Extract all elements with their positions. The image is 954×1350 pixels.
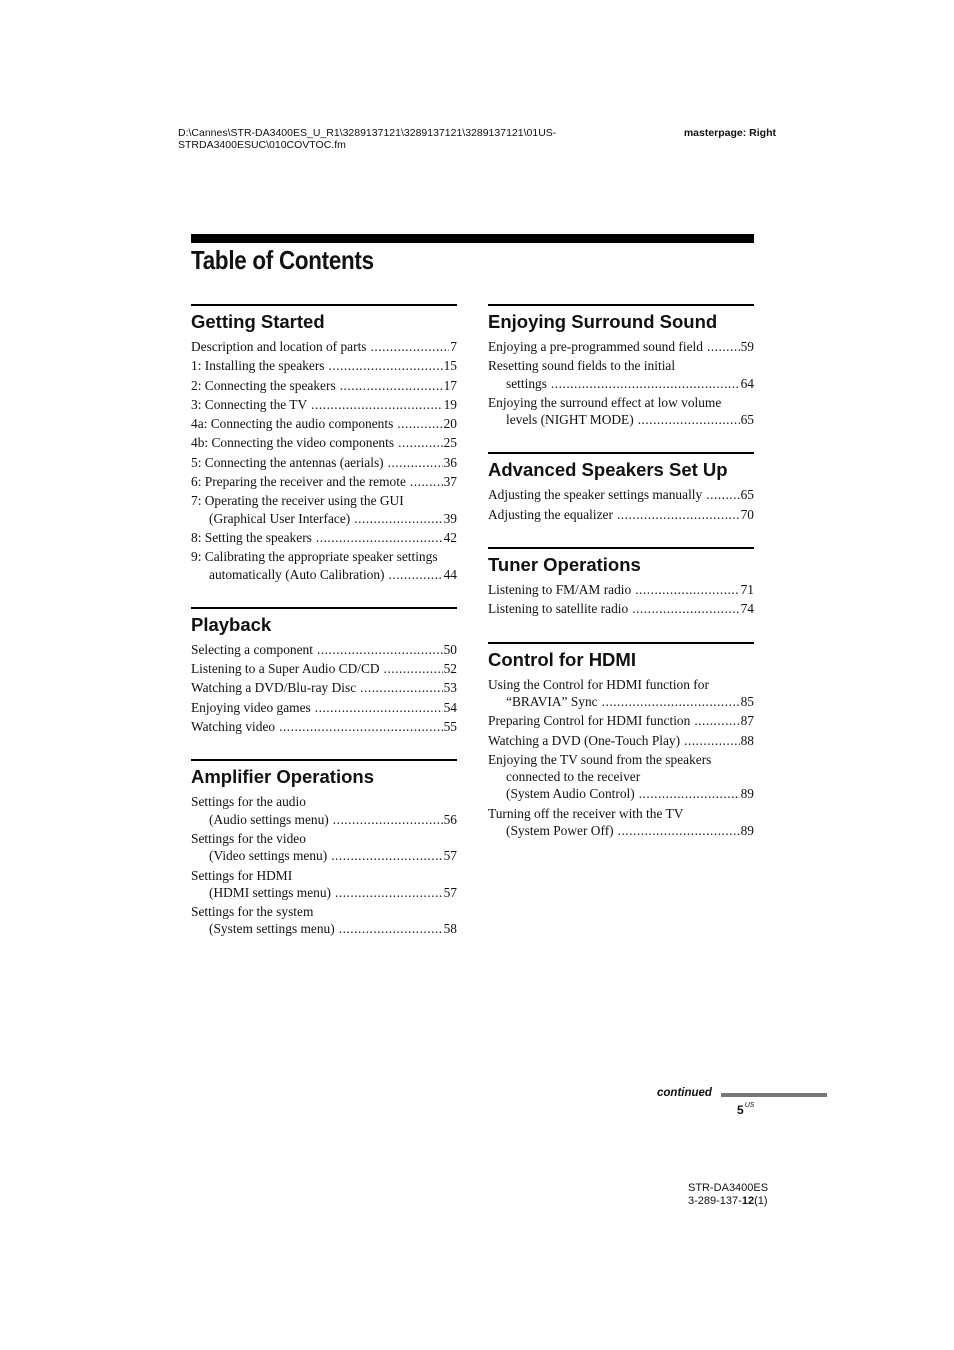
toc-entry[interactable]: [488, 357, 754, 392]
toc-entry[interactable]: [488, 751, 754, 803]
dot-leader: [335, 884, 443, 901]
toc-entry[interactable]: [488, 805, 754, 840]
toc-entry-text: Watching a DVD/Blu-ray Disc: [191, 680, 357, 696]
toc-entry-line: [191, 847, 457, 864]
toc-entry-line: [488, 338, 754, 355]
toc-entry[interactable]: [191, 338, 457, 355]
toc-entry-text: Adjusting the speaker settings manually: [488, 487, 703, 503]
toc-entry-text: Using the Control for HDMI function for: [488, 676, 709, 692]
toc-page-number: 89: [740, 786, 754, 802]
toc-entry-text: Enjoying a pre-programmed sound field: [488, 339, 703, 354]
dot-leader: [694, 712, 739, 729]
dot-leader: [331, 847, 442, 864]
toc-page-number: 55: [443, 719, 457, 735]
toc-entry-line: [191, 660, 457, 677]
dot-leader: [684, 732, 740, 749]
toc-entry-line: [488, 822, 754, 839]
toc-entry-line: [191, 396, 457, 413]
toc-entry[interactable]: [191, 434, 457, 451]
toc-entry[interactable]: [191, 793, 457, 828]
toc-entry-text: 1: Installing the speakers: [191, 358, 325, 374]
toc-entry-line: [191, 641, 457, 658]
toc-section: [488, 452, 754, 523]
toc-entry-line: [191, 434, 457, 451]
toc-entry-text: Enjoying the TV sound from the speakers: [488, 751, 712, 767]
section-heading: Tuner Operations: [488, 554, 641, 576]
toc-entry-text: (Video settings menu): [209, 848, 328, 864]
toc-entry-line: [191, 811, 457, 828]
dot-leader: [602, 693, 740, 710]
toc-page-number: 65: [740, 412, 754, 428]
toc-page-number: 54: [443, 699, 457, 715]
toc-entry-line: [488, 506, 754, 523]
dot-leader: [639, 785, 740, 802]
toc-entry-text: automatically (Auto Calibration): [209, 566, 385, 582]
section-heading: Amplifier Operations: [191, 766, 374, 788]
file-path: [178, 127, 556, 151]
toc-entry-line: [191, 718, 457, 735]
dot-leader: [389, 566, 443, 583]
toc-page-number: 58: [443, 921, 457, 937]
toc-entry-text: Settings for the audio: [191, 794, 306, 810]
toc-entry-text: “BRAVIA” Sync: [506, 693, 598, 709]
toc-entry-text: Watching video: [191, 719, 276, 735]
dot-leader: [354, 510, 442, 527]
toc-entry-text: Enjoying the surround effect at low volume: [488, 394, 722, 410]
toc-entry-text: 9: Calibrating the appropriate speaker settings: [191, 549, 438, 565]
toc-entry-text: Listening to FM/AM radio: [488, 582, 632, 598]
dot-leader: [316, 529, 443, 546]
toc-entry[interactable]: [191, 679, 457, 696]
toc-page-number: 42: [443, 529, 457, 545]
model-code-prefix: 3-289-137-: [688, 1195, 742, 1207]
section-gap: [488, 430, 754, 452]
toc-page-number: 56: [443, 811, 457, 827]
toc-entry[interactable]: [488, 600, 754, 617]
toc-entry-text: settings: [506, 375, 547, 391]
toc-entry-text: (Audio settings menu): [209, 811, 329, 827]
toc-entry-line: [191, 679, 457, 696]
dot-leader: [618, 822, 740, 839]
toc-entry-line: [191, 529, 457, 546]
left-column: [191, 304, 457, 940]
toc-entry-line: [488, 581, 754, 598]
dot-leader: [638, 411, 740, 428]
section-gap: [191, 585, 457, 607]
toc-entry-text: (System Power Off): [506, 823, 614, 839]
toc-entry-text: 2: Connecting the speakers: [191, 377, 336, 393]
model-name: STR-DA3400ES: [688, 1182, 769, 1194]
toc-entry-text: 4b: Connecting the video components: [191, 435, 395, 451]
toc-entry[interactable]: [191, 454, 457, 471]
toc-entry-text: Resetting sound fields to the initial: [488, 358, 676, 374]
toc-entry-text: Preparing Control for HDMI function: [488, 713, 691, 729]
toc-entry-text: Settings for HDMI: [191, 867, 293, 883]
section-heading: Enjoying Surround Sound: [488, 311, 718, 332]
toc-entry[interactable]: [191, 660, 457, 677]
dot-leader: [551, 375, 740, 392]
toc-entry-text: (HDMI settings menu): [209, 884, 331, 900]
section-heading: Advanced Speakers Set Up: [488, 459, 728, 481]
toc-page-number: 39: [443, 510, 457, 526]
continued-label: continued: [657, 1087, 712, 1099]
dot-leader: [398, 434, 443, 451]
dot-leader: [329, 357, 443, 374]
model-info: [688, 1182, 768, 1208]
toc-entry-line: [191, 377, 457, 394]
dot-leader: [707, 338, 740, 355]
toc-entry[interactable]: [488, 394, 754, 429]
toc-page-number: 7: [450, 339, 457, 354]
model-code-bold: 12: [741, 1195, 755, 1207]
toc-page-number: 15: [443, 358, 457, 374]
dot-leader: [410, 473, 443, 490]
toc-entry-line: [191, 699, 457, 716]
toc-entry[interactable]: [488, 732, 754, 749]
dot-leader: [279, 718, 443, 735]
toc-entry-text: 5: Connecting the antennas (aerials): [191, 454, 384, 470]
toc-page-number: 88: [740, 732, 754, 748]
toc-entry-text: Selecting a component: [191, 641, 313, 657]
toc-entry-line: [191, 473, 457, 490]
page-number-value: 5: [737, 1103, 744, 1117]
section-heading: Playback: [191, 613, 272, 635]
model-code: [688, 1195, 768, 1208]
toc-entry-line: [488, 411, 754, 428]
toc-entry-text: (System settings menu): [209, 921, 335, 937]
toc-entry-text: Settings for the video: [191, 830, 306, 846]
dot-leader: [388, 454, 443, 471]
toc-entry-line: [488, 486, 754, 503]
dot-leader: [635, 581, 739, 598]
toc-entry-line: [488, 375, 754, 392]
toc-page-number: 64: [740, 375, 754, 391]
toc-entry-text: Turning off the receiver with the TV: [488, 805, 684, 821]
toc-entry-line: [191, 884, 457, 901]
toc-entry-text: Description and location of parts: [191, 339, 367, 354]
toc-page-number: 50: [443, 641, 457, 657]
dot-leader: [384, 660, 443, 677]
toc-page-number: 74: [740, 601, 754, 617]
dot-leader: [360, 679, 442, 696]
toc-page-number: 44: [443, 566, 457, 582]
section-heading: Control for HDMI: [488, 648, 636, 670]
section-gap: [488, 525, 754, 547]
toc-page-number: 17: [443, 377, 457, 393]
toc-entry-text: Enjoying video games: [191, 699, 311, 715]
right-column: [488, 304, 754, 841]
toc-page-number: 36: [443, 454, 457, 470]
toc-section: [488, 642, 754, 840]
toc-entry-text: 8: Setting the speakers: [191, 529, 312, 545]
toc-page-number: 37: [443, 474, 457, 490]
toc-entry[interactable]: [191, 396, 457, 413]
toc-page-number: 57: [443, 884, 457, 900]
toc-entry-text: (System Audio Control): [506, 786, 635, 802]
toc-entry[interactable]: [191, 529, 457, 546]
toc-entry-text: 6: Preparing the receiver and the remote: [191, 474, 406, 490]
toc-entry-line: [488, 712, 754, 729]
toc-entry-text: levels (NIGHT MODE): [506, 412, 634, 428]
toc-entry[interactable]: [488, 486, 754, 503]
toc-entry-line: [191, 357, 457, 374]
toc-entry-text: connected to the receiver: [506, 769, 641, 785]
dot-leader: [333, 811, 443, 828]
toc-entry-text: (Graphical User Interface): [209, 510, 351, 526]
toc-entry-text: 3: Connecting the TV: [191, 396, 308, 412]
toc-entry[interactable]: [191, 867, 457, 902]
dot-leader: [371, 338, 450, 355]
page-number-suffix: US: [744, 1102, 755, 1109]
toc-entry-line: [191, 454, 457, 471]
toc-entry[interactable]: [488, 712, 754, 729]
toc-entry-text: Watching a DVD (One-Touch Play): [488, 732, 681, 748]
section-gap: [488, 620, 754, 642]
toc-section: [191, 304, 457, 583]
toc-entry[interactable]: [191, 718, 457, 735]
dot-leader: [317, 641, 443, 658]
toc-entry-text: Settings for the system: [191, 904, 314, 920]
toc-entry-text: Adjusting the equalizer: [488, 506, 613, 522]
toc-page-number: 87: [740, 713, 754, 729]
title-rule: [191, 234, 754, 243]
toc-entry-line: [488, 600, 754, 617]
toc-section: [488, 547, 754, 618]
file-path-line1: D:\Cannes\STR-DA3400ES_U_R1\3289137121\3289137121\3289137121\01US-: [178, 127, 557, 139]
toc-entry[interactable]: [191, 357, 457, 374]
dot-leader: [311, 396, 442, 413]
toc-entry[interactable]: [191, 830, 457, 865]
toc-page-number: 53: [443, 680, 457, 696]
toc-section: [191, 759, 457, 937]
toc-entry-text: 7: Operating the receiver using the GUI: [191, 493, 404, 509]
toc-entry[interactable]: [191, 473, 457, 490]
toc-entry[interactable]: [488, 676, 754, 711]
dot-leader: [632, 600, 739, 617]
continued-rule: [721, 1093, 827, 1097]
toc-page-number: 85: [740, 693, 754, 709]
toc-entry[interactable]: [191, 903, 457, 938]
file-path-line2: STRDA3400ESUC\010COVTOC.fm: [178, 139, 346, 151]
toc-page-number: 71: [740, 582, 754, 598]
toc-entry-line: [191, 566, 457, 583]
toc-entry-line: [191, 415, 457, 432]
toc-page-number: 70: [740, 506, 754, 522]
toc-page-number: 20: [443, 416, 457, 432]
toc-entry[interactable]: [191, 415, 457, 432]
section-heading: Getting Started: [191, 311, 325, 332]
toc-entry[interactable]: [488, 338, 754, 355]
toc-section: [191, 607, 457, 735]
toc-entry-text: Listening to satellite radio: [488, 601, 629, 617]
toc-page-number: 19: [443, 396, 457, 412]
page-number: [737, 1103, 754, 1117]
dot-leader: [617, 506, 740, 523]
toc-page-number: 65: [740, 487, 754, 503]
toc-entry[interactable]: [488, 506, 754, 523]
toc-page-number: 57: [443, 848, 457, 864]
page-title: Table of Contents: [191, 245, 374, 275]
dot-leader: [340, 377, 443, 394]
toc-page-number: 25: [443, 435, 457, 451]
toc-entry-text: Listening to a Super Audio CD/CD: [191, 661, 380, 677]
toc-entry-line: [191, 510, 457, 527]
toc-page-number: 52: [443, 661, 457, 677]
toc-entry-line: [191, 338, 457, 355]
masterpage-label: masterpage: Right: [683, 127, 776, 139]
toc-entry-text: 4a: Connecting the audio components: [191, 416, 394, 432]
dot-leader: [706, 486, 739, 503]
toc-entry-line: [191, 920, 457, 937]
toc-entry-line: [488, 732, 754, 749]
toc-page-number: 59: [740, 339, 754, 354]
toc-section: [488, 304, 754, 428]
dot-leader: [315, 699, 443, 716]
toc-entry-line: [488, 785, 754, 802]
dot-leader: [397, 415, 442, 432]
toc-entry[interactable]: [191, 548, 457, 583]
toc-entry[interactable]: [191, 641, 457, 658]
toc-entry[interactable]: [191, 377, 457, 394]
toc-entry[interactable]: [191, 699, 457, 716]
model-code-suffix: (1): [754, 1195, 768, 1207]
toc-entry[interactable]: [488, 581, 754, 598]
dot-leader: [339, 920, 443, 937]
toc-entry-line: [488, 693, 754, 710]
toc-page-number: 89: [740, 823, 754, 839]
section-gap: [191, 737, 457, 759]
toc-entry[interactable]: [191, 492, 457, 527]
